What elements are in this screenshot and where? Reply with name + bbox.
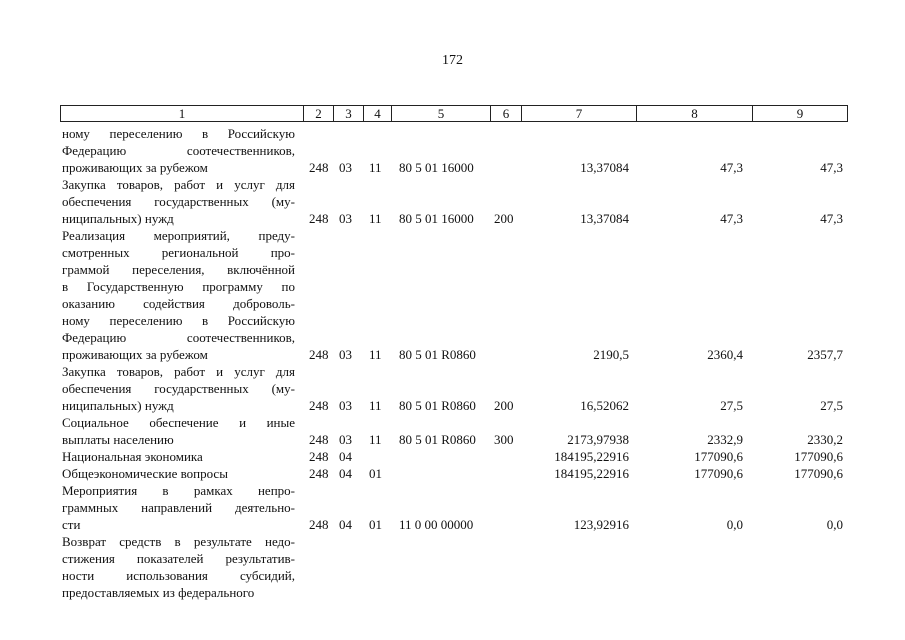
header-col-4: 4: [364, 106, 392, 121]
row-description: [62, 448, 295, 465]
cell-col-5: 11 0 00 00000: [399, 517, 474, 532]
cell-col-7: 123,92916: [573, 517, 629, 532]
cell-col-5: 80 5 01 R0860: [399, 347, 476, 362]
cell-col-8: 177090,6: [694, 466, 743, 481]
description-line: в Государственную программу по: [62, 279, 295, 294]
cell-col-3: 04: [339, 466, 352, 481]
cell-col-2: 248: [309, 517, 329, 532]
header-col-7: 7: [522, 106, 637, 121]
description-line: смотренных региональной про-: [62, 245, 295, 260]
cell-col-4: 11: [369, 160, 382, 175]
cell-col-6: 200: [494, 211, 514, 226]
description-line: обеспечения государственных (му-: [62, 194, 295, 209]
cell-col-4: 11: [369, 432, 382, 447]
description-line: Закупка товаров, работ и услуг для: [62, 364, 295, 379]
table-row: [0, 482, 905, 533]
description-line: обеспечения государственных (му-: [62, 381, 295, 396]
table-row: [0, 227, 905, 363]
description-line: Общеэкономические вопросы: [62, 466, 228, 481]
cell-col-5: 80 5 01 16000: [399, 211, 474, 226]
description-line: Федерацию соотечественников,: [62, 330, 295, 345]
row-description: [62, 482, 295, 533]
cell-col-4: 11: [369, 398, 382, 413]
cell-col-2: 248: [309, 449, 329, 464]
table-row: [0, 414, 905, 448]
cell-col-7: 184195,22916: [554, 449, 629, 464]
header-col-6: 6: [491, 106, 522, 121]
cell-col-8: 2332,9: [707, 432, 743, 447]
description-line: Федерацию соотечественников,: [62, 143, 295, 158]
table-row: [0, 448, 905, 465]
cell-col-4: 11: [369, 347, 382, 362]
table-row: [0, 176, 905, 227]
cell-col-7: 13,37084: [580, 211, 629, 226]
cell-col-8: 2360,4: [707, 347, 743, 362]
description-line: граммой переселения, включённой: [62, 262, 295, 277]
row-description: [62, 125, 295, 176]
table-row: [0, 533, 905, 601]
description-line: Социальное обеспечение и иные: [62, 415, 295, 430]
cell-col-2: 248: [309, 347, 329, 362]
cell-col-3: 03: [339, 347, 352, 362]
cell-col-5: 80 5 01 16000: [399, 160, 474, 175]
cell-col-8: 27,5: [720, 398, 743, 413]
cell-col-4: 01: [369, 466, 382, 481]
header-col-8: 8: [637, 106, 753, 121]
cell-col-9: 177090,6: [794, 449, 843, 464]
description-line: Возврат средств в результате недо-: [62, 534, 295, 549]
header-col-3: 3: [334, 106, 364, 121]
cell-col-2: 248: [309, 160, 329, 175]
cell-col-7: 13,37084: [580, 160, 629, 175]
cell-col-2: 248: [309, 432, 329, 447]
cell-col-8: 47,3: [720, 160, 743, 175]
header-col-9: 9: [796, 106, 804, 121]
cell-col-3: 03: [339, 160, 352, 175]
cell-col-3: 04: [339, 517, 352, 532]
cell-col-9: 47,3: [820, 160, 843, 175]
row-description: [62, 227, 295, 363]
cell-col-4: 11: [369, 211, 382, 226]
description-line: сти: [62, 517, 81, 532]
description-line: Закупка товаров, работ и услуг для: [62, 177, 295, 192]
cell-col-9: 2357,7: [807, 347, 843, 362]
row-description: [62, 176, 295, 227]
header-col-2: 2: [304, 106, 334, 121]
row-description: [62, 465, 295, 482]
cell-col-2: 248: [309, 466, 329, 481]
description-line: ности использования субсидий,: [62, 568, 295, 583]
cell-col-3: 03: [339, 398, 352, 413]
table-row: [0, 125, 905, 176]
description-line: Мероприятия в рамках непро-: [62, 483, 295, 498]
cell-col-8: 177090,6: [694, 449, 743, 464]
description-line: граммных направлений деятельно-: [62, 500, 295, 515]
cell-col-8: 47,3: [720, 211, 743, 226]
description-line: стижения показателей результатив-: [62, 551, 295, 566]
description-line: предоставляемых из федерального: [62, 585, 255, 600]
cell-col-7: 2190,5: [593, 347, 629, 362]
row-description: [62, 414, 295, 448]
cell-col-9: 2330,2: [807, 432, 843, 447]
cell-col-8: 0,0: [726, 517, 743, 532]
cell-col-5: 80 5 01 R0860: [399, 398, 476, 413]
description-line: ному переселению в Российскую: [62, 313, 295, 328]
header-col-1: 1: [61, 106, 304, 121]
cell-col-6: 200: [494, 398, 514, 413]
description-line: ниципальных) нужд: [62, 211, 174, 226]
cell-col-2: 248: [309, 211, 329, 226]
description-line: проживающих за рубежом: [62, 160, 208, 175]
description-line: Национальная экономика: [62, 449, 203, 464]
cell-col-7: 2173,97938: [567, 432, 629, 447]
table-row: [0, 363, 905, 414]
cell-col-9: 0,0: [826, 517, 843, 532]
table-header: [60, 105, 848, 122]
cell-col-9: 177090,6: [794, 466, 843, 481]
row-description: [62, 363, 295, 414]
cell-col-3: 03: [339, 211, 352, 226]
description-line: проживающих за рубежом: [62, 347, 208, 362]
header-col-5: 5: [392, 106, 491, 121]
cell-col-9: 27,5: [820, 398, 843, 413]
cell-col-3: 04: [339, 449, 352, 464]
description-line: Реализация мероприятий, преду-: [62, 228, 295, 243]
cell-col-6: 300: [494, 432, 514, 447]
cell-col-7: 16,52062: [580, 398, 629, 413]
cell-col-3: 03: [339, 432, 352, 447]
cell-col-4: 01: [369, 517, 382, 532]
description-line: оказанию содействия доброволь-: [62, 296, 295, 311]
description-line: выплаты населению: [62, 432, 174, 447]
page-number: 172: [442, 53, 463, 68]
description-line: ному переселению в Российскую: [62, 126, 295, 141]
row-description: [62, 533, 295, 601]
cell-col-2: 248: [309, 398, 329, 413]
cell-col-7: 184195,22916: [554, 466, 629, 481]
cell-col-9: 47,3: [820, 211, 843, 226]
description-line: ниципальных) нужд: [62, 398, 174, 413]
table-row: [0, 465, 905, 482]
cell-col-5: 80 5 01 R0860: [399, 432, 476, 447]
